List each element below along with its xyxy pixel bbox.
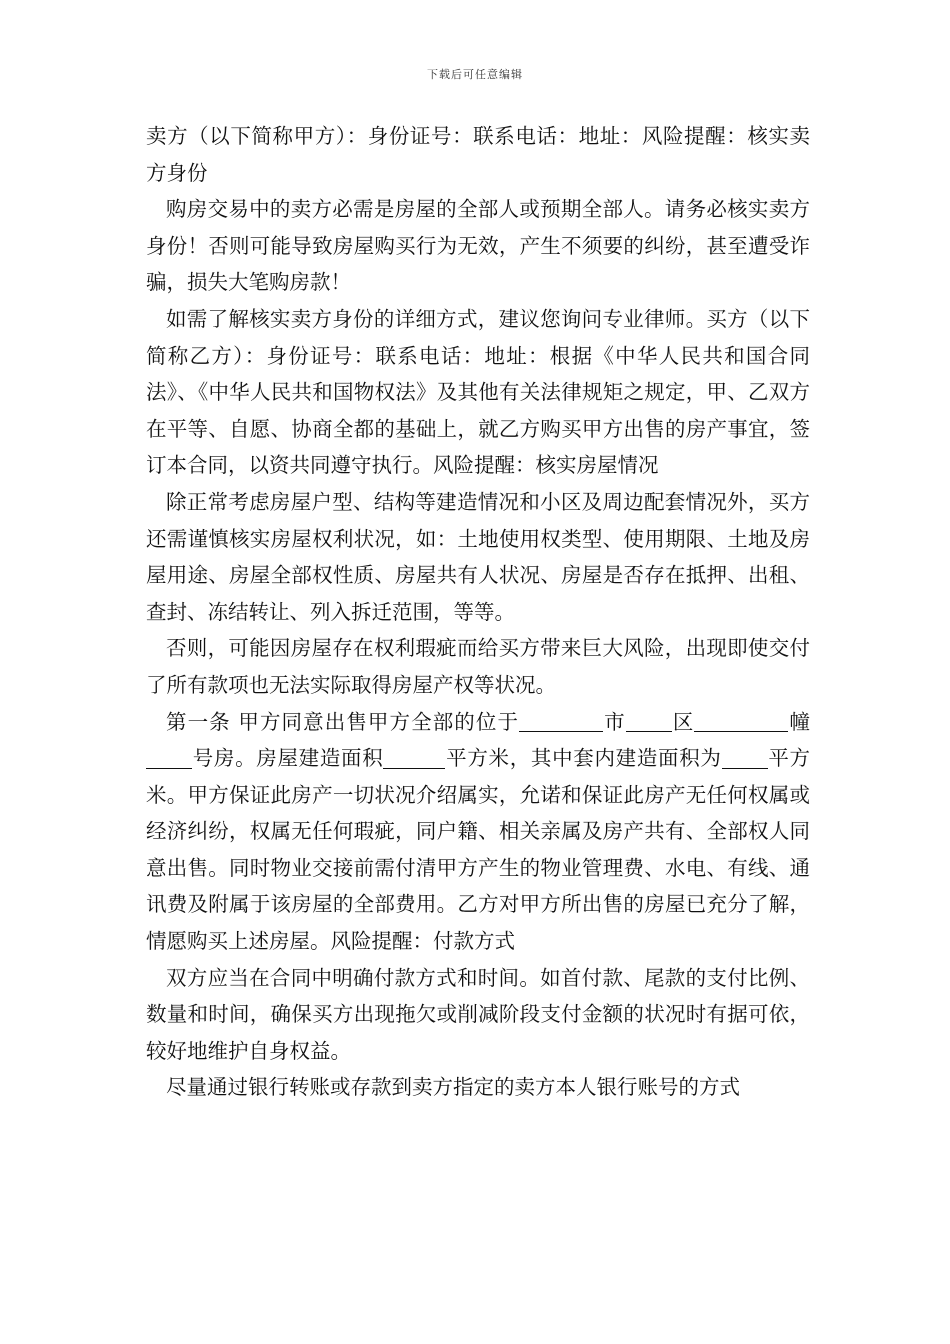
blank-district	[694, 710, 756, 733]
blank-room	[146, 746, 192, 769]
paragraph-payment: 双方应当在合同中明确付款方式和时间。如首付款、尾款的支付比例、数量和时间，确保买方出现拖欠或削减阶段支付金额的状况时有据可依，较好地维护自身权益。	[146, 965, 810, 1063]
paragraph-property-rights: 除正常考虑房屋户型、结构等建造情况和小区及周边配套情况外，买方还需谨慎核实房屋权利状况，如：土地使用权类型、使用期限、土地及房屋用途、房屋全部权性质、房屋共有人状况、房屋是否存在抵押、出租、查封、冻结转让、列入拆迁范围，等等。	[146, 489, 810, 624]
paragraph-seller-info: 卖方（以下简称甲方）：身份证号：联系电话：地址：风险提醒：核实卖方身份	[146, 124, 810, 185]
blank-inner-area	[722, 746, 768, 769]
blank-city	[626, 710, 672, 733]
article-one-text-5: 号房。房屋建造面积	[192, 746, 384, 771]
article-one-text-2: 市	[603, 709, 626, 734]
paragraph-verify-seller: 购房交易中的卖方必需是房屋的全部人或预期全部人。请务必核实卖方身份！否则可能导致房屋购买行为无效，产生不须要的纠纷，甚至遭受诈骗，损失大笔购房款！	[146, 197, 810, 295]
article-one-text-6: 平方米，其中套内建造面积为	[445, 746, 722, 771]
paragraph-risk: 否则，可能因房屋存在权利瑕疵而给买方带来巨大风险，出现即使交付了所有款项也无法实际取得房屋产权等状况。	[146, 636, 810, 697]
page-header: 下载后可任意编辑	[427, 68, 523, 81]
article-one	[146, 704, 810, 960]
article-one-text-7: 平方米。甲方保证此房产一切状况介绍属实，允诺和保证此房产无任何权属或经济纠纷，权属无任何瑕疵，同户籍、相关亲属及房产共有、全部权人同意出售。同时物业交接前需付清甲方产生的物业管理费、水电、有线、通讯费及附属于该房屋的全部费用。乙方对甲方所出售的房屋已充分了解，情愿购买上述房屋。风险提醒：付款方式	[146, 746, 811, 954]
blank-location	[519, 710, 603, 733]
blank-building	[756, 710, 788, 733]
blank-building-area	[383, 746, 445, 769]
document-body	[146, 118, 810, 1106]
paragraph-buyer-info: 如需了解核实卖方身份的详细方式，建议您询问专业律师。买方（以下简称乙方）：身份证号：联系电话：地址：根据《中华人民共和国合同法》、《中华人民共和国物权法》及其他有关法律规矩之规定，甲、乙双方在平等、自愿、协商全都的基础上，就乙方购买甲方出售的房产事宜，签订本合同，以资共同遵守执行。风险提醒：核实房屋情况	[146, 306, 810, 478]
article-one-text-1: 第一条 甲方同意出售甲方全部的位于	[166, 709, 520, 734]
article-one-text-4: 幢	[788, 709, 811, 734]
paragraph-bank-transfer: 尽量通过银行转账或存款到卖方指定的卖方本人银行账号的方式	[166, 1075, 740, 1100]
article-one-text-3: 区	[671, 709, 695, 734]
